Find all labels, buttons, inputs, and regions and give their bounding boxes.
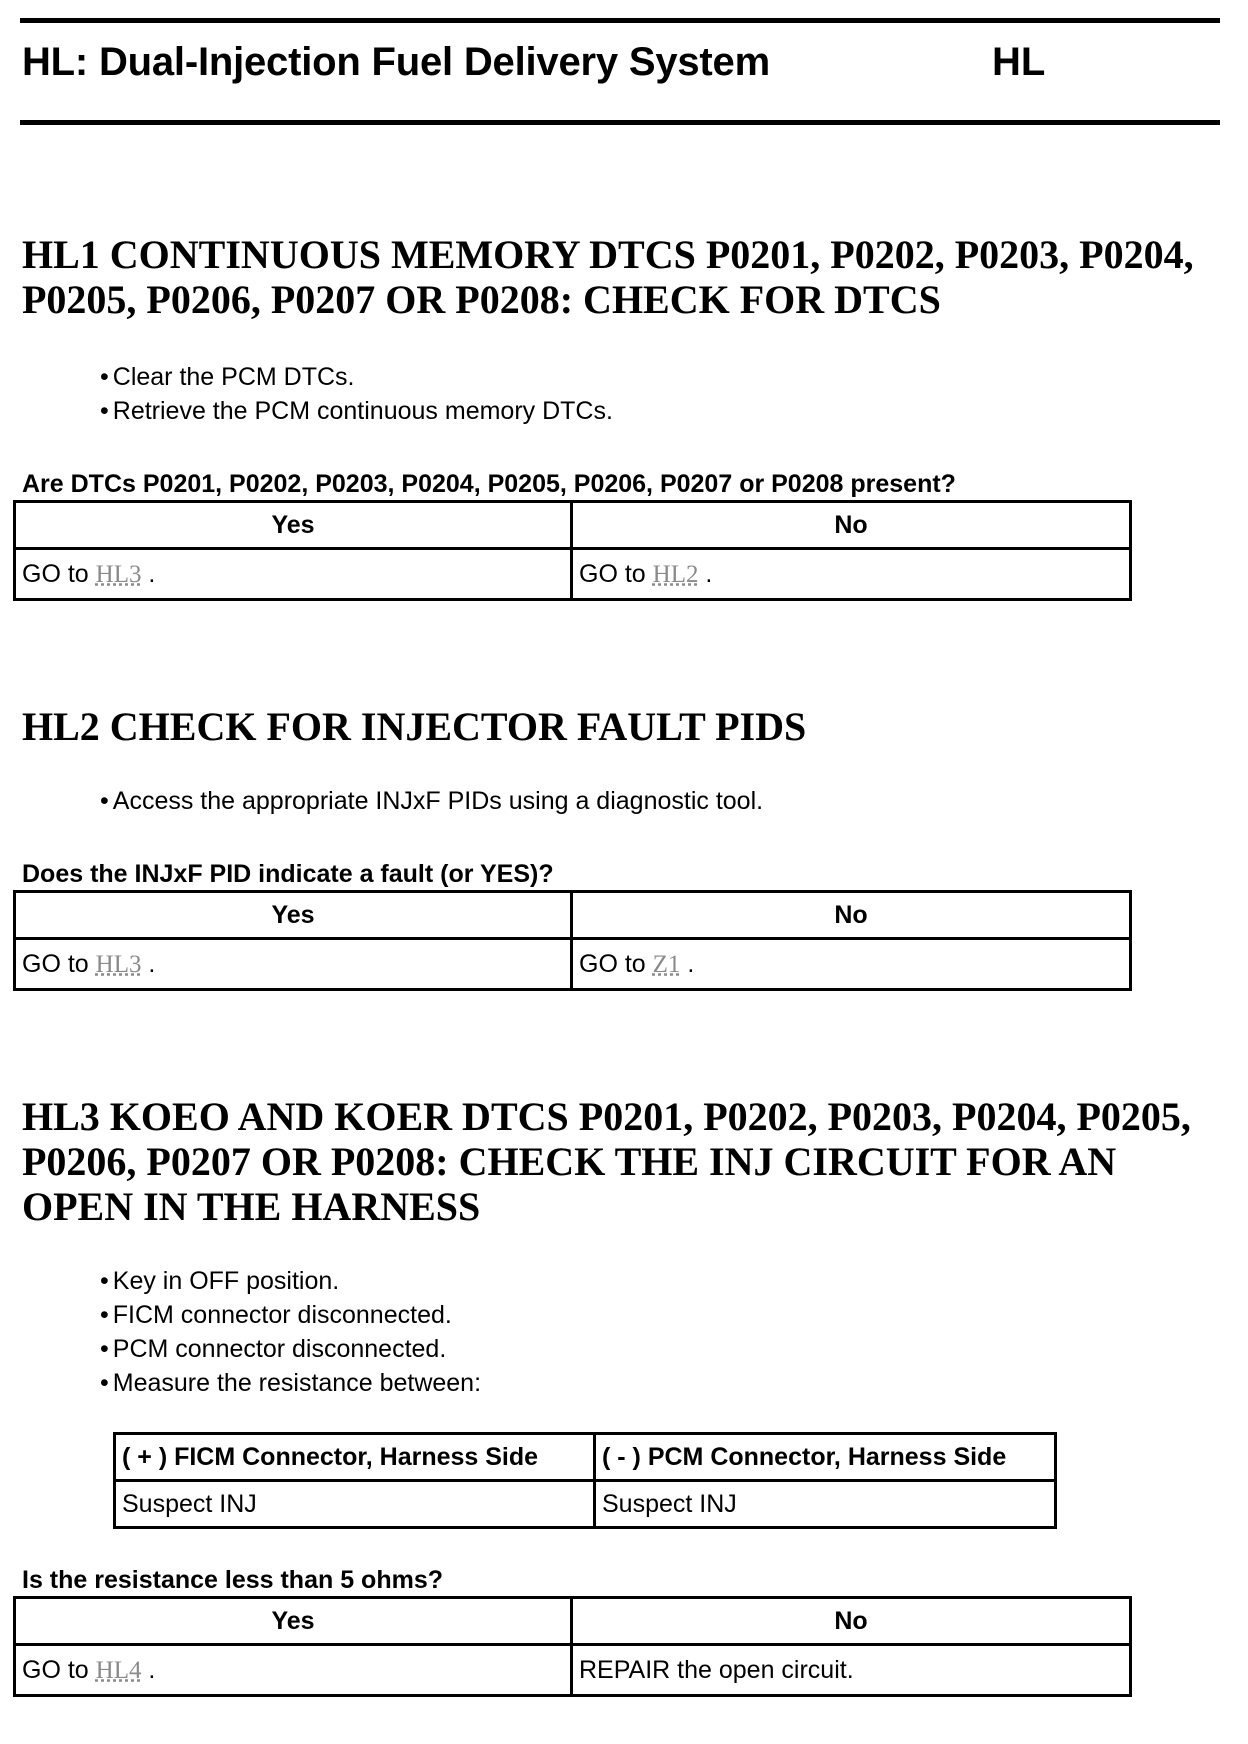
instruction-item: • Retrieve the PCM continuous memory DTCs.	[100, 394, 613, 428]
instruction-item: • PCM connector disconnected.	[100, 1332, 481, 1366]
measurement-table	[113, 1432, 1057, 1529]
step-hl1-question: Are DTCs P0201, P0202, P0203, P0204, P0205, P0206, P0207 or P0208 present?	[22, 470, 956, 498]
step-hl3-question: Is the resistance less than 5 ohms?	[22, 1566, 443, 1594]
go-to-label: GO to	[22, 1655, 89, 1684]
no-action-cell: GO to Z1 .	[572, 939, 1131, 990]
link-z1[interactable]: Z1	[652, 950, 681, 978]
yes-header: Yes	[15, 1598, 572, 1645]
header-bottom-rule	[20, 120, 1220, 125]
link-hl2[interactable]: HL2	[652, 560, 699, 588]
step-hl3-instructions	[100, 1264, 481, 1400]
ficm-pin-cell: Suspect INJ	[115, 1481, 595, 1528]
pcm-connector-header: ( - ) PCM Connector, Harness Side	[595, 1434, 1056, 1481]
yes-action-cell: GO to HL3 .	[15, 939, 572, 990]
go-to-label: GO to	[22, 949, 89, 978]
document-title: HL: Dual-Injection Fuel Delivery System	[22, 40, 770, 84]
yes-header: Yes	[15, 502, 572, 549]
instruction-item: • FICM connector disconnected.	[100, 1298, 481, 1332]
yes-header: Yes	[15, 892, 572, 939]
section-code: HL	[992, 40, 1046, 84]
yes-action-cell: GO to HL3 .	[15, 549, 572, 600]
go-to-label: GO to	[579, 949, 646, 978]
instruction-item: • Key in OFF position.	[100, 1264, 481, 1298]
ficm-connector-header: ( + ) FICM Connector, Harness Side	[115, 1434, 595, 1481]
link-hl3[interactable]: HL3	[95, 560, 142, 588]
step-heading-hl3: HL3 KOEO AND KOER DTCS P0201, P0202, P0203, P0204, P0205, P0206, P0207 OR P0208: CHECK THE INJ CIRCUIT FOR AN OPEN IN THE HARNESS	[22, 1094, 1191, 1229]
step-hl2-instructions	[100, 784, 763, 818]
pcm-pin-cell: Suspect INJ	[595, 1481, 1056, 1528]
no-header: No	[572, 1598, 1131, 1645]
link-hl3[interactable]: HL3	[95, 950, 142, 978]
no-header: No	[572, 502, 1131, 549]
top-rule	[20, 18, 1220, 23]
step-hl1-answer-table	[13, 500, 1132, 601]
step-hl2-question: Does the INJxF PID indicate a fault (or YES)?	[22, 860, 554, 888]
go-to-label: GO to	[579, 559, 646, 588]
no-header: No	[572, 892, 1131, 939]
instruction-item: • Clear the PCM DTCs.	[100, 360, 613, 394]
step-hl3-answer-table	[13, 1596, 1132, 1697]
no-action-cell: GO to HL2 .	[572, 549, 1131, 600]
step-heading-hl2: HL2 CHECK FOR INJECTOR FAULT PIDS	[22, 704, 807, 749]
step-hl2-answer-table	[13, 890, 1132, 991]
go-to-label: GO to	[22, 559, 89, 588]
yes-action-cell: GO to HL4 .	[15, 1645, 572, 1696]
no-action-cell: REPAIR the open circuit.	[572, 1645, 1131, 1696]
instruction-item: • Measure the resistance between:	[100, 1366, 481, 1400]
instruction-item: • Access the appropriate INJxF PIDs using a diagnostic tool.	[100, 784, 763, 818]
step-hl1-instructions	[100, 360, 613, 428]
link-hl4[interactable]: HL4	[95, 1656, 142, 1684]
step-heading-hl1: HL1 CONTINUOUS MEMORY DTCS P0201, P0202, P0203, P0204, P0205, P0206, P0207 OR P0208: CHECK FOR DTCS	[22, 232, 1194, 322]
